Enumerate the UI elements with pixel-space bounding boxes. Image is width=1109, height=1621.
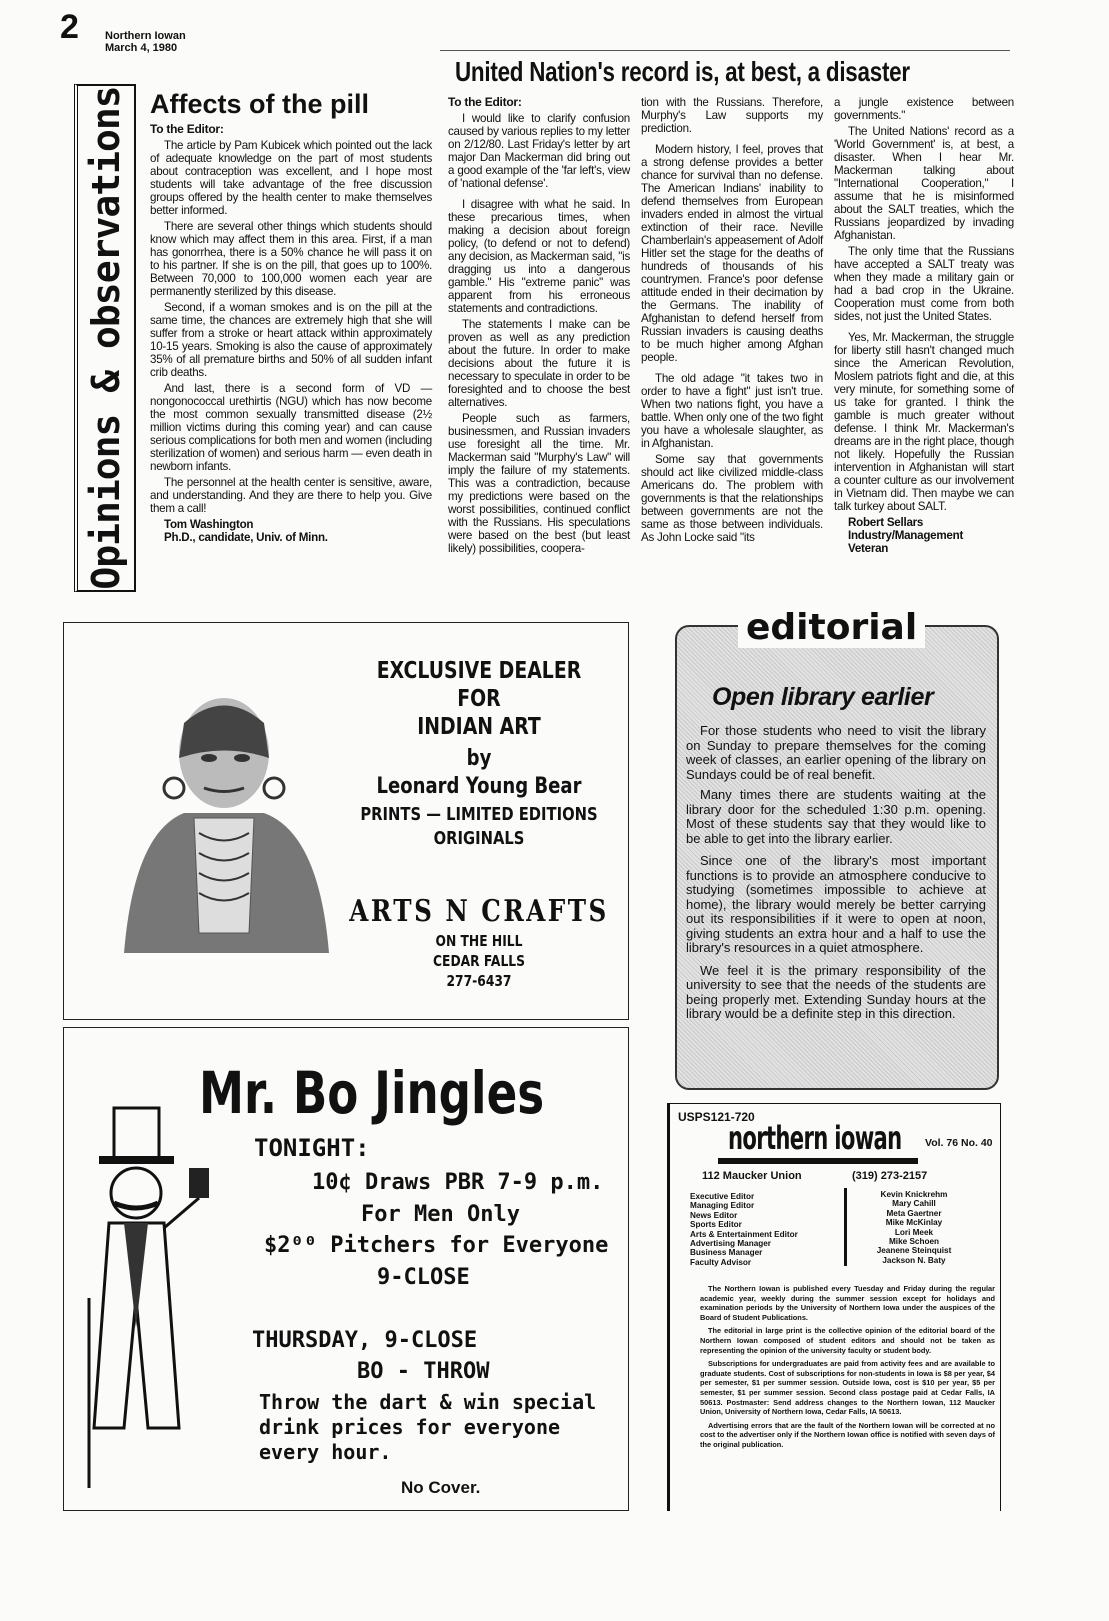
portrait-illustration bbox=[104, 683, 334, 953]
signature-title: Ph.D., candidate, Univ. of Minn. bbox=[164, 531, 328, 544]
note: The editorial in large print is the collective opinion of the editorial board of the Northern Iowan composed of student editors and should not be taken as representing the opinion of the university faculty or student body. bbox=[700, 1326, 995, 1355]
ad-line: PRINTS — LIMITED EDITIONS bbox=[360, 804, 598, 825]
masthead bbox=[667, 1103, 1001, 1511]
name: Jackson N. Baty bbox=[882, 1255, 946, 1265]
paragraph: We feel it is the primary responsibility of the university to see that the needs of the students are being properly met. Extending Sunday hours at the library would be a definite step in this direction. bbox=[686, 962, 986, 1021]
role: Faculty Advisor bbox=[690, 1257, 752, 1267]
paragraph: The old adage "it takes two in order to have a fight" just isn't true. When two nations fight, you have a battle. When only one of the two fight you have a wholesale slaughter, as in Afghanistan. bbox=[641, 372, 823, 450]
store-city: CEDAR FALLS bbox=[433, 952, 525, 970]
office-phone: (319) 273-2157 bbox=[852, 1170, 928, 1182]
paper-name: Northern Iowan bbox=[105, 30, 186, 42]
role: Business Manager bbox=[690, 1248, 763, 1258]
role: Sports Editor bbox=[690, 1220, 742, 1230]
signature-title: Industry/Management bbox=[848, 529, 964, 542]
usps-number: USPS121-720 bbox=[678, 1110, 755, 1124]
publication-notes bbox=[700, 1284, 995, 1450]
divider bbox=[440, 50, 1010, 51]
name: Kevin Knickrehm bbox=[880, 1190, 948, 1199]
paragraph: The article by Pam Kubicek which pointed out the lack of adequate knowledge on the part of most students about contraception was excellent, and I hope most students will take advantage of the free discussion groups offered by the health center to make themselves better informed. bbox=[150, 139, 432, 217]
staff-roles bbox=[690, 1192, 798, 1267]
paragraph: a jungle existence between governments." bbox=[834, 96, 1014, 122]
note: Subscriptions for undergraduates are paid from activity fees and are available to graduate students. Cost of subscriptions for non-students in Iowa is $8 per year, $4 per semester, $1 per summer session. Outside Iowa, cost is $10 per year, $5 per semester, $1 per summer session. Second class postage paid at Cedar Falls, IA 50613. Postmaster: Send address changes to the Northern Iowan, 112 Maucker Union, University of Northern Iowa, Cedar Falls, IA 50613. bbox=[700, 1359, 995, 1417]
special: 10¢ Draws PBR 7-9 p.m. bbox=[312, 1170, 604, 1195]
ad-line: INDIAN ART bbox=[417, 714, 541, 740]
letter-title: Affects of the pill bbox=[150, 89, 370, 119]
divider bbox=[844, 1188, 847, 1266]
letter-column-1 bbox=[448, 96, 630, 558]
role: Advertising Manager bbox=[690, 1239, 771, 1249]
top-hat-gentleman-illustration bbox=[74, 1098, 214, 1498]
paragraph: I would like to clarify confusion caused by various replies to my letter on 2/12/80. Last Friday's letter by art major Dan Mackerman did bring out a good example of the 'far left's, view of 'national defense'. bbox=[448, 112, 630, 190]
paragraph: Second, if a woman smokes and is on the pill at the same time, the chances are extremely high that she will suffer from a stroke or heart attack within approximately 10-15 years. Smoking is also the cause of approximately 35% of all premature births and 50% of all sudden infant crib deaths. bbox=[150, 301, 432, 379]
ad-indian-art bbox=[63, 622, 629, 1020]
store-location: ON THE HILL bbox=[435, 932, 523, 950]
editorial-title: Open library earlier bbox=[712, 683, 934, 711]
paragraph: The personnel at the health center is sensitive, aware, and understanding. And they are there to help you. Give them a call! bbox=[150, 476, 432, 515]
ad-line: FOR bbox=[457, 686, 501, 712]
section-label-box bbox=[74, 84, 136, 592]
store-name: ARTS N CRAFTS bbox=[349, 894, 609, 929]
name: Meta Gaertner bbox=[886, 1208, 942, 1218]
signature-name: Tom Washington bbox=[164, 518, 254, 531]
volume-number: Vol. 76 No. 40 bbox=[925, 1137, 993, 1149]
office-address: 112 Maucker Union bbox=[702, 1170, 802, 1182]
editorial-body bbox=[686, 724, 986, 1028]
tonight-label: TONIGHT: bbox=[254, 1134, 370, 1162]
paragraph: People such as farmers, businessmen, and Russian invaders use foresight all the time. Mr. Mackerman said "Murphy's Law" will imply the failure of my statements. This was a contradiction, because my predictions were based on the worst possibilities, continued conflict with the Russians. His speculations were based on the best (but least likely) possibilities, coopera- bbox=[448, 412, 630, 555]
thursday-label: THURSDAY, 9-CLOSE bbox=[252, 1328, 478, 1353]
role: Executive Editor bbox=[690, 1192, 755, 1201]
salutation: To the Editor: bbox=[150, 122, 224, 136]
paragraph: The only time that the Russians have accepted a SALT treaty was when they made a military gain or had a bad crop in the Ukraine. Cooperation must come from both sides, not just the United States. bbox=[834, 245, 1014, 323]
name: Lori Meek bbox=[894, 1227, 934, 1237]
letter-column-2 bbox=[641, 96, 823, 547]
folio bbox=[105, 30, 186, 54]
paper-logo: northern iowan bbox=[728, 1119, 902, 1157]
paragraph: The statements I make can be proven as well as any prediction about the future. In order to make decisions about the future it is necessary to speculate in order to be foresighted and to choose the best alternatives. bbox=[448, 318, 630, 409]
paragraph: Since one of the library's most important functions is to provide an atmosphere conducive to studying (sometimes impossible to achieve at home), the library would merely be better carrying out its responsibilities if it were to open at noon, giving students an extra hour and a half to use the library's resources in a quiet atmosphere. bbox=[686, 853, 986, 955]
letter-column-3 bbox=[834, 96, 1014, 555]
issue-date: March 4, 1980 bbox=[105, 42, 178, 54]
editorial-label: editorial bbox=[738, 608, 925, 648]
paragraph: I disagree with what he said. In these precarious times, when making a decision about foreign policy, (to defend or not to defend) any decision, as Mackerman said, "is dragging us into a dangerous gamble." His "extreme panic" was apparent from his erroneous statements and contradictions. bbox=[448, 198, 630, 315]
name: Mike Schoen bbox=[888, 1237, 940, 1247]
name: Mary Cahill bbox=[892, 1199, 936, 1209]
artist-name: Leonard Young Bear bbox=[376, 774, 582, 799]
special: $2⁰⁰ Pitchers for Everyone bbox=[264, 1233, 609, 1258]
page-number: 2 bbox=[60, 8, 79, 46]
ad-line: ORIGINALS bbox=[433, 828, 525, 849]
paragraph: There are several other things which students should know which may affect them in this area. First, if a man has gonorrhea, there is a 50% chance he will pass it on to his partner. If she is on the pill, that goes up to 100%. Between 70,000 to 100,000 women each year are permanently sterilized by this disease. bbox=[150, 220, 432, 298]
paragraph: For those students who need to visit the library on Sunday to prepare themselves for the coming week of classes, an earlier opening of the library on Sundays could be of real benefit. bbox=[686, 723, 986, 782]
name: Mike McKinlay bbox=[885, 1218, 943, 1228]
event-description: Throw the dart & win special drink prices for everyone every hour. bbox=[259, 1390, 597, 1464]
role: News Editor bbox=[690, 1210, 738, 1220]
cover-note: No Cover. bbox=[401, 1478, 481, 1497]
ad-bo-jingles bbox=[63, 1027, 629, 1511]
staff-names bbox=[854, 1190, 974, 1265]
name: Jeanene Steinquist bbox=[876, 1246, 952, 1256]
paragraph: Many times there are students waiting at the library door for the scheduled 1:30 p.m. opening. Most of these students say that they would like to be able to get into the library earlier. bbox=[686, 787, 986, 846]
signature-name: Robert Sellars bbox=[848, 516, 924, 529]
paragraph: tion with the Russians. Therefore, Murphy's Law supports my prediction. bbox=[641, 96, 823, 135]
paragraph: Yes, Mr. Mackerman, the struggle for liberty still hasn't changed much since the American Revolution, Moslem patriots fight and die, at this very minute, for something some of us take for granted. I think the gamble is much greater without defense. I think Mr. Mackerman's dreams are in the right place, though not likely. Hopefully the Russian intervention in Afghanistan will start a counter culture as our involvement in Vietnam did. Then maybe we can talk turkey about SALT. bbox=[834, 331, 1014, 513]
paragraph: And last, there is a second form of VD — nongonococcal urethirtis (NGU) which has now become the most common sexually transmitted disease (2½ million victims during this coming year) and can cause serious complications for both men and women (including sterilization of women) and serious harm — even death in newborn infants. bbox=[150, 382, 432, 473]
paragraph: Modern history, I feel, proves that a strong defense provides a better chance for survival than no defense. The American Indians' inability to defend themselves from European invaders ended in almost the virtual extinction of their race. Neville Chamberlain's appeasement of Adolf Hitler set the stage for the deaths of hundreds of thousands of his countrymen. France's poor defense attitude ended in their decimation by the Germans. The inability of Afghanistan to defend herself from Russian invaders is causing deaths to be much higher among Afghan people. bbox=[641, 143, 823, 364]
special: For Men Only bbox=[361, 1202, 520, 1227]
special: 9-CLOSE bbox=[377, 1265, 470, 1290]
role: Managing Editor bbox=[690, 1201, 755, 1211]
paragraph: The United Nations' record as a 'World Government' is, at best, a disaster. When I hear Mr. Mackerman talking about "International Cooperation," I assume that he is misinformed about the SALT treaties, which the Russians jeopardized by invading Afghanistan. bbox=[834, 125, 1014, 242]
letter-affects-of-the-pill bbox=[150, 89, 432, 544]
store-phone: 277-6437 bbox=[446, 972, 512, 990]
signature-title: Veteran bbox=[848, 542, 889, 555]
logo-rule bbox=[718, 1158, 918, 1164]
ad-line: EXCLUSIVE DEALER bbox=[376, 658, 582, 684]
ad-line: by bbox=[466, 746, 492, 771]
note: The Northern Iowan is published every Tuesday and Friday during the regular academic year, weekly during the summer session except for holidays and examination periods by the University of Northern Iowa under the auspices of the Board of Student Publications. bbox=[700, 1284, 995, 1322]
headline: United Nation's record is, at best, a disaster bbox=[455, 56, 910, 87]
paragraph: Some say that governments should act like civilized middle-class Americans do. The problem with governments is that the relationships between governments are not the same as those between individuals. As John Locke said "its bbox=[641, 453, 823, 544]
event-name: BO - THROW bbox=[357, 1359, 490, 1384]
salutation: To the Editor: bbox=[448, 95, 522, 109]
ad-title: Mr. Bo Jingles bbox=[199, 1059, 545, 1127]
role: Arts & Entertainment Editor bbox=[690, 1229, 798, 1239]
note: Advertising errors that are the fault of the Northern Iowan will be corrected at no cost to the advertiser only if the Northern Iowan office is notified with seven days of the original publication. bbox=[700, 1420, 995, 1449]
section-label: Opinions & observations bbox=[84, 86, 128, 590]
